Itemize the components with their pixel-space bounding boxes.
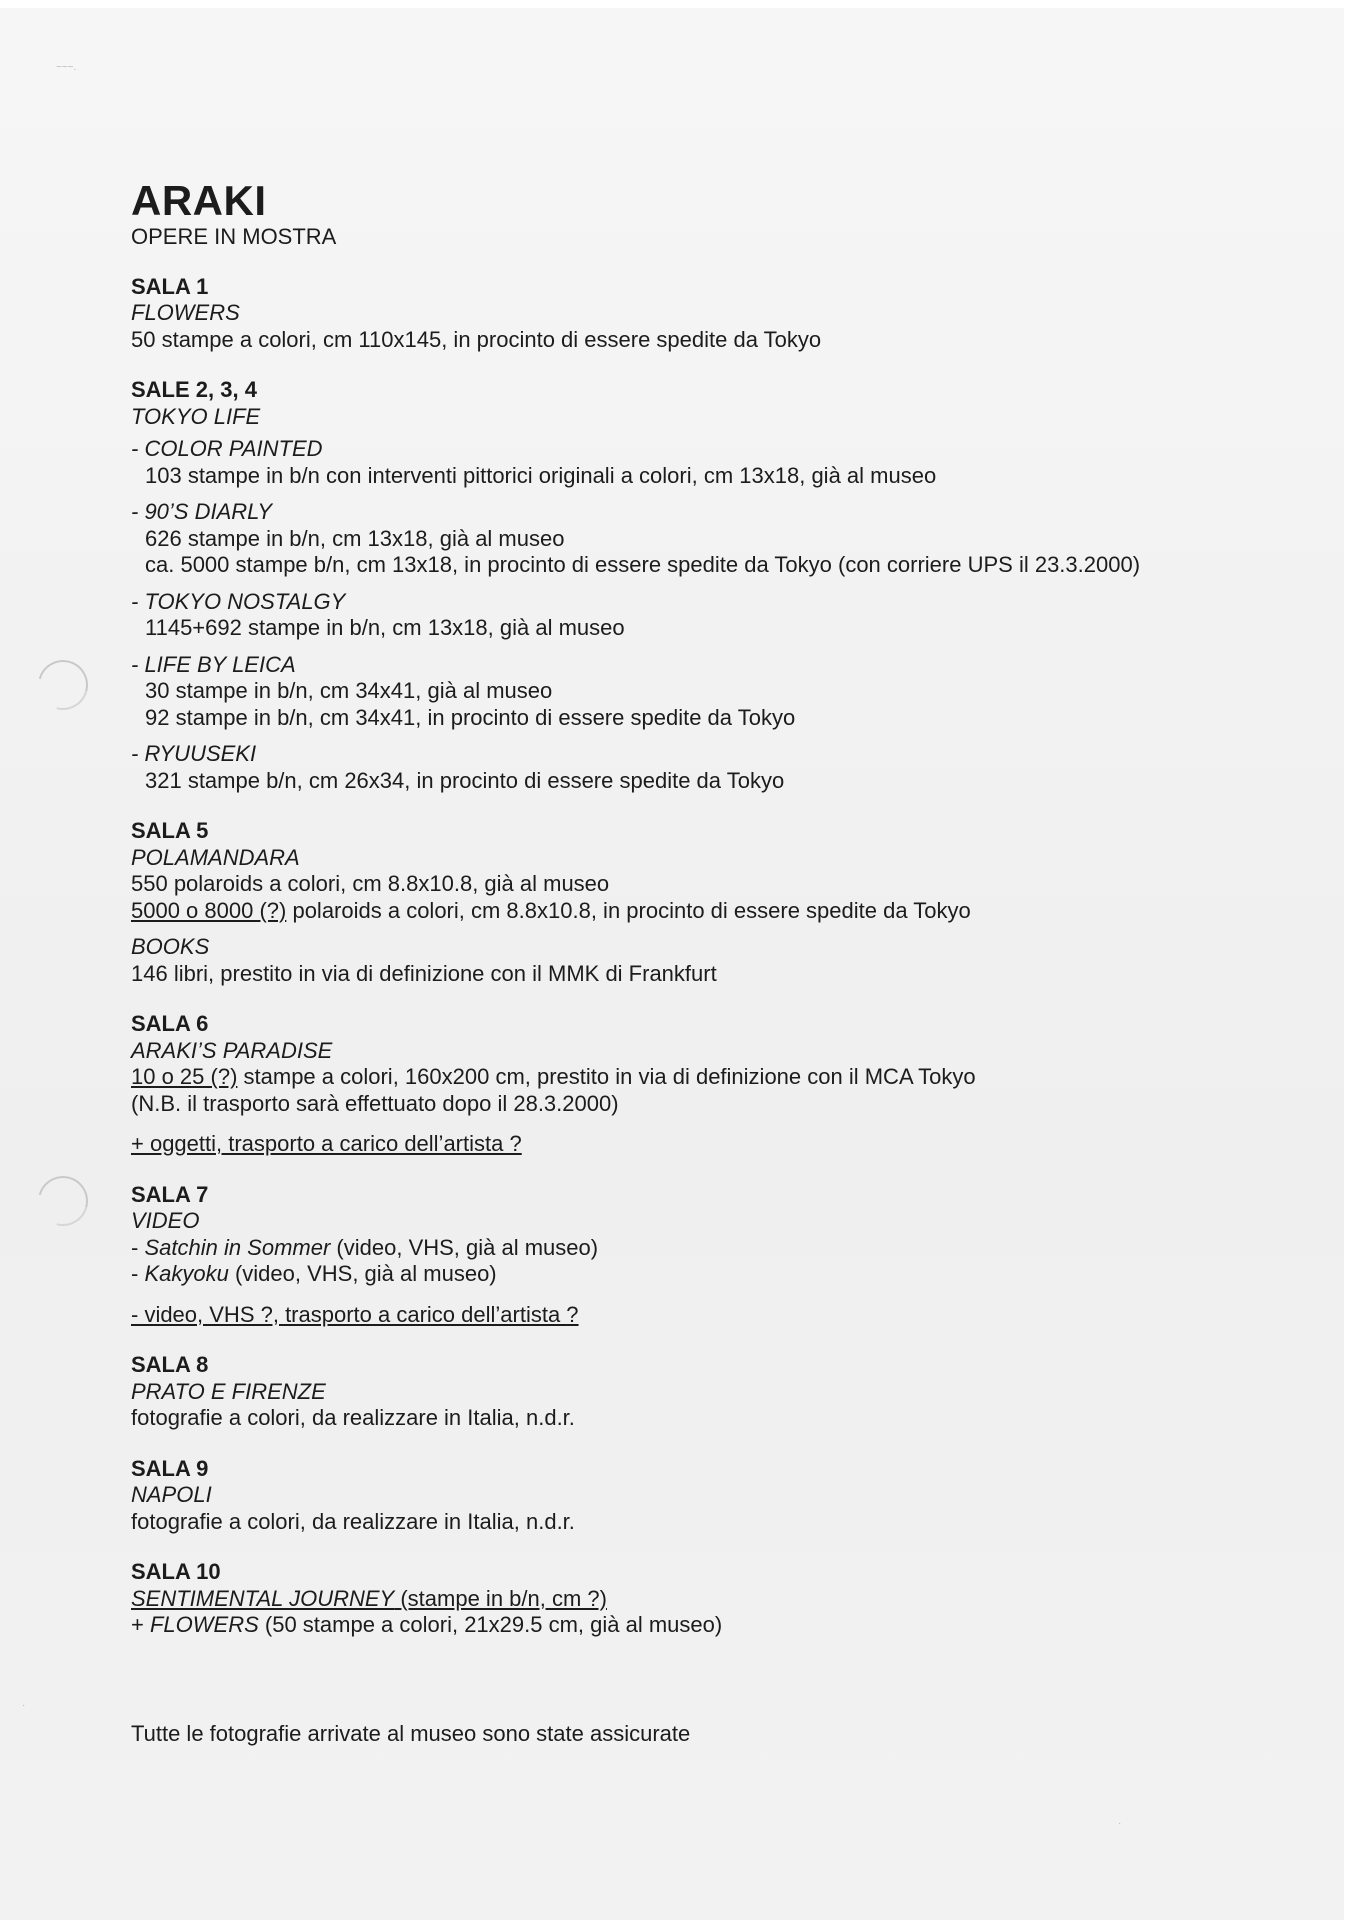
punch-hole bbox=[29, 651, 97, 719]
sub-entry bbox=[131, 741, 1231, 794]
punch-hole bbox=[29, 1167, 97, 1235]
work-title: FLOWERS bbox=[149, 1612, 259, 1637]
video-item bbox=[131, 1261, 1231, 1288]
section-label: SALA 6 bbox=[131, 1011, 209, 1036]
section-label: SALA 7 bbox=[131, 1181, 209, 1207]
work-title: BOOKS bbox=[131, 934, 210, 959]
section-sale-2-3-4 bbox=[131, 377, 1231, 794]
footer-note: Tutte le fotografie arrivate al museo sono state assicurate bbox=[131, 1721, 691, 1746]
document-body bbox=[131, 178, 1231, 1663]
work-description bbox=[131, 1612, 1231, 1639]
work-note: (N.B. il trasporto sarà effettuato dopo il 28.3.2000) bbox=[131, 1090, 619, 1116]
section-sala-6 bbox=[131, 1011, 1231, 1158]
work-title: SENTIMENTAL JOURNEY bbox=[131, 1585, 395, 1611]
section-sala-9 bbox=[131, 1456, 1231, 1536]
work-description: fotografie a colori, da realizzare in Italia, n.d.r. bbox=[131, 1508, 575, 1534]
sub-entry-line: 321 stampe b/n, cm 26x34, in procinto di essere spedite da Tokyo bbox=[145, 767, 785, 793]
section-sala-8 bbox=[131, 1352, 1231, 1432]
section-sala-5 bbox=[131, 818, 1231, 987]
scan-speck: · bbox=[22, 1700, 26, 1711]
document-title: ARAKI bbox=[131, 177, 267, 224]
section-label: SALA 10 bbox=[131, 1559, 221, 1584]
work-description bbox=[131, 1064, 1231, 1091]
work-title: POLAMANDARA bbox=[131, 844, 300, 870]
work-title-line bbox=[131, 1586, 1231, 1613]
document-subtitle: OPERE IN MOSTRA bbox=[131, 224, 337, 249]
work-title: TOKYO LIFE bbox=[131, 403, 261, 429]
sub-entry-title: - LIFE BY LEICA bbox=[131, 651, 296, 677]
sub-entry bbox=[131, 652, 1231, 732]
sub-entry bbox=[131, 589, 1231, 642]
sub-entry-title: - 90’S DIARLY bbox=[131, 499, 273, 524]
work-title: VIDEO bbox=[131, 1208, 200, 1233]
uncertain-quantity: 5000 o 8000 (?) bbox=[131, 897, 287, 923]
section-label: SALA 9 bbox=[131, 1455, 209, 1481]
video-details: (video, VHS, già al museo) bbox=[330, 1234, 599, 1260]
sub-entry-line: 92 stampe in b/n, cm 34x41, in procinto di essere spedite da Tokyo bbox=[145, 704, 796, 730]
list-dash: - bbox=[131, 1261, 145, 1286]
sub-entry bbox=[131, 436, 1231, 489]
scan-speck: · bbox=[1118, 1818, 1122, 1829]
uncertain-quantity: 10 o 25 (?) bbox=[131, 1064, 238, 1089]
work-title: NAPOLI bbox=[131, 1482, 212, 1507]
work-description: fotografie a colori, da realizzare in Italia, n.d.r. bbox=[131, 1405, 575, 1430]
section-sala-7 bbox=[131, 1182, 1231, 1329]
sub-entry-line: 626 stampe in b/n, cm 13x18, già al museo bbox=[145, 525, 565, 551]
work-title: FLOWERS bbox=[131, 300, 240, 325]
sub-entry-line: 1145+692 stampe in b/n, cm 13x18, già al museo bbox=[145, 615, 625, 640]
handwritten-style-note: - video, VHS ?, trasporto a carico dell’artista ? bbox=[131, 1301, 579, 1327]
video-item bbox=[131, 1235, 1231, 1262]
work-details: (stampe in b/n, cm ?) bbox=[394, 1585, 607, 1611]
sub-entry-line: ca. 5000 stampe b/n, cm 13x18, in procinto di essere spedite da Tokyo (con corriere UPS il 23.3.2000) bbox=[145, 552, 1141, 577]
work-description bbox=[131, 898, 1231, 925]
section-label: SALA 8 bbox=[131, 1352, 209, 1377]
section-label: SALA 1 bbox=[131, 273, 209, 299]
work-description: 550 polaroids a colori, cm 8.8x10.8, già al museo bbox=[131, 871, 610, 896]
section-sala-1 bbox=[131, 274, 1231, 354]
list-plus: + bbox=[131, 1612, 150, 1637]
work-description: 146 libri, prestito in via di definizione con il MMK di Frankfurt bbox=[131, 960, 717, 986]
sub-entry-title: - TOKYO NOSTALGY bbox=[131, 588, 346, 614]
section-label: SALE 2, 3, 4 bbox=[131, 377, 257, 402]
work-description: 50 stampe a colori, cm 110x145, in procinto di essere spedite da Tokyo bbox=[131, 326, 822, 352]
sub-entry-line: 30 stampe in b/n, cm 34x41, già al museo bbox=[145, 678, 553, 703]
handwritten-style-note: + oggetti, trasporto a carico dell’artista ? bbox=[131, 1131, 522, 1156]
section-label: SALA 5 bbox=[131, 818, 209, 843]
description-text: stampe a colori, 160x200 cm, prestito in via di definizione con il MCA Tokyo bbox=[237, 1064, 976, 1089]
sub-entry-line: 103 stampe in b/n con interventi pittorici originali a colori, cm 13x18, già al museo bbox=[145, 462, 937, 488]
video-title: Satchin in Sommer bbox=[144, 1234, 331, 1260]
video-details: (video, VHS, già al museo) bbox=[228, 1261, 497, 1286]
sub-entry bbox=[131, 499, 1231, 579]
scan-speck: ~~~. bbox=[56, 62, 77, 73]
work-title: ARAKI’S PARADISE bbox=[131, 1037, 333, 1063]
work-title: PRATO E FIRENZE bbox=[131, 1378, 326, 1404]
sub-entry-title: - RYUUSEKI bbox=[131, 741, 257, 766]
section-sala-10 bbox=[131, 1559, 1231, 1639]
work-details: (50 stampe a colori, 21x29.5 cm, già al museo) bbox=[258, 1612, 723, 1637]
sub-entry-title: - COLOR PAINTED bbox=[131, 436, 323, 461]
list-dash: - bbox=[131, 1234, 145, 1260]
description-text: polaroids a colori, cm 8.8x10.8, in procinto di essere spedite da Tokyo bbox=[286, 897, 971, 923]
video-title: Kakyoku bbox=[144, 1261, 229, 1286]
